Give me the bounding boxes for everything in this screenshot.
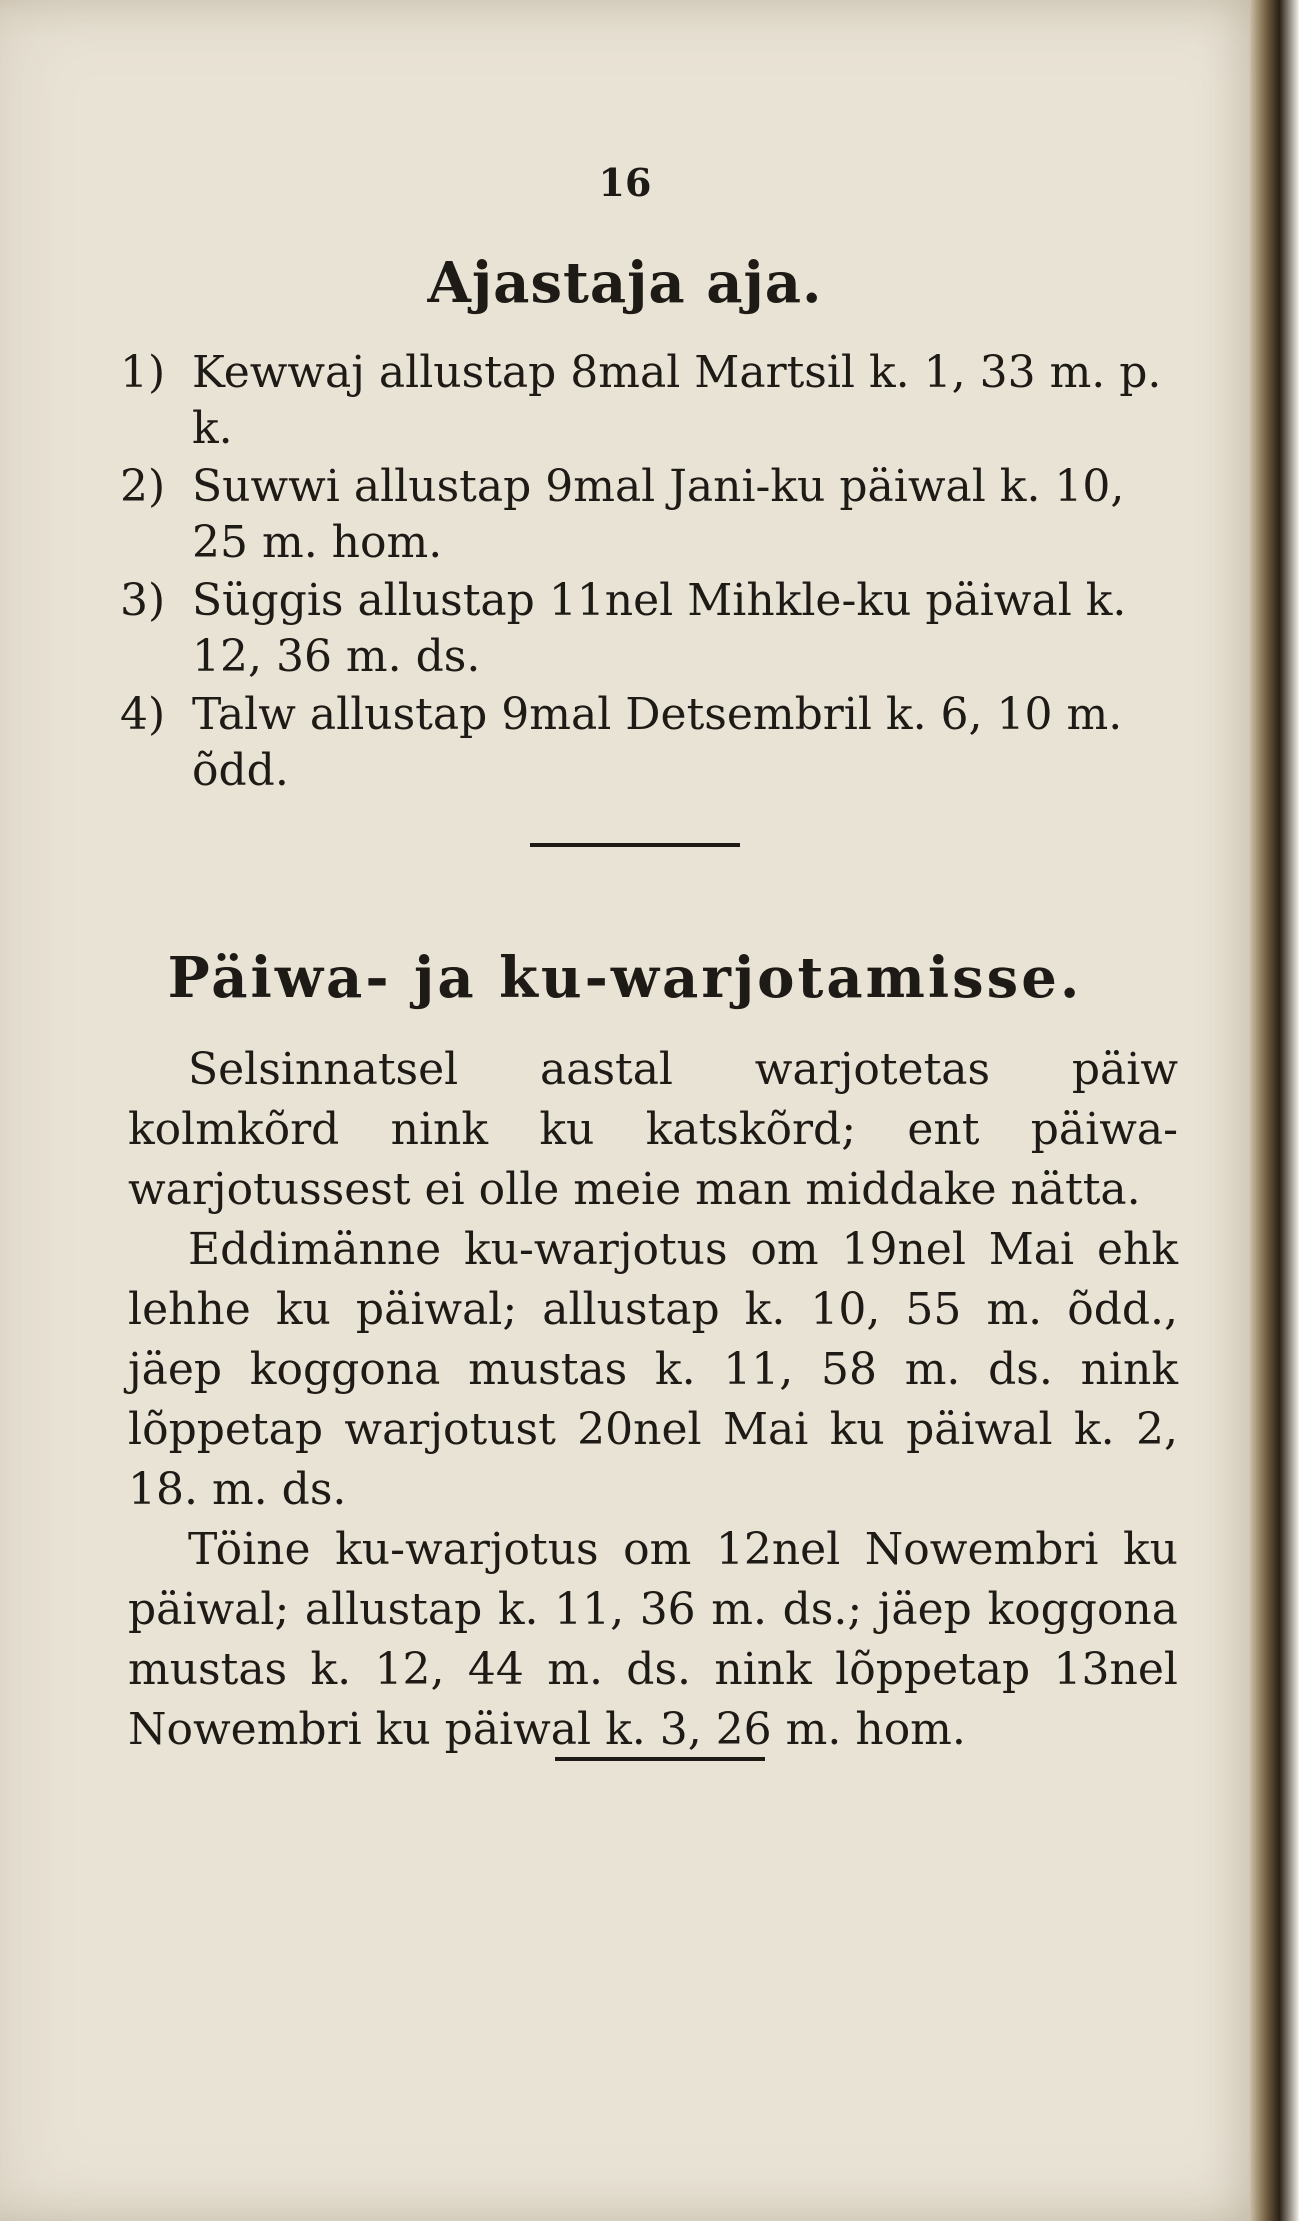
page-number: 16 [598, 160, 652, 205]
end-divider [555, 1757, 765, 1761]
eclipse-paragraphs [128, 1040, 1178, 1760]
item-text: Kewwaj allustap 8mal Martsil k. 1, 33 m. p. k. [192, 347, 1162, 454]
list-item [120, 687, 1180, 799]
list-item [120, 345, 1180, 457]
item-number: 3) [120, 575, 166, 626]
section-title-seasons: Ajastaja aja. [427, 250, 823, 316]
section-divider [530, 843, 740, 847]
section-title-eclipses: Päiwa- ja ku-warjotamisse. [167, 945, 1083, 1011]
item-number: 1) [120, 347, 166, 398]
paragraph: Selsinnatsel aastal warjotetas päiw kolmkõrd nink ku katskõrd; ent päiwa-warjotussest ei olle meie man middake nätta. [128, 1044, 1178, 1215]
item-number: 4) [120, 689, 166, 740]
book-spine-edge [1250, 0, 1299, 2221]
item-number: 2) [120, 461, 166, 512]
paragraph: Eddimänne ku-warjotus om 19nel Mai ehk lehhe ku päiwal; allustap k. 10, 55 m. õdd., jäep koggona mustas k. 11, 58 m. ds. nink lõppetap warjotust 20nel Mai ku päiwal k. 2, 18. m. ds. [128, 1224, 1178, 1515]
season-list [120, 345, 1180, 801]
item-text: Süggis allustap 11nel Mihkle-ku päiwal k. 12, 36 m. ds. [192, 575, 1127, 682]
item-text: Talw allustap 9mal Detsembril k. 6, 10 m. õdd. [192, 689, 1123, 796]
list-item [120, 459, 1180, 571]
list-item [120, 573, 1180, 685]
item-text: Suwwi allustap 9mal Jani-ku päiwal k. 10, 25 m. hom. [192, 461, 1125, 568]
paragraph: Töine ku-warjotus om 12nel Nowembri ku päiwal; allustap k. 11, 36 m. ds.; jäep koggona mustas k. 12, 44 m. ds. nink lõppetap 13nel Nowembri ku päiwal k. 3, 26 m. hom. [128, 1524, 1178, 1755]
